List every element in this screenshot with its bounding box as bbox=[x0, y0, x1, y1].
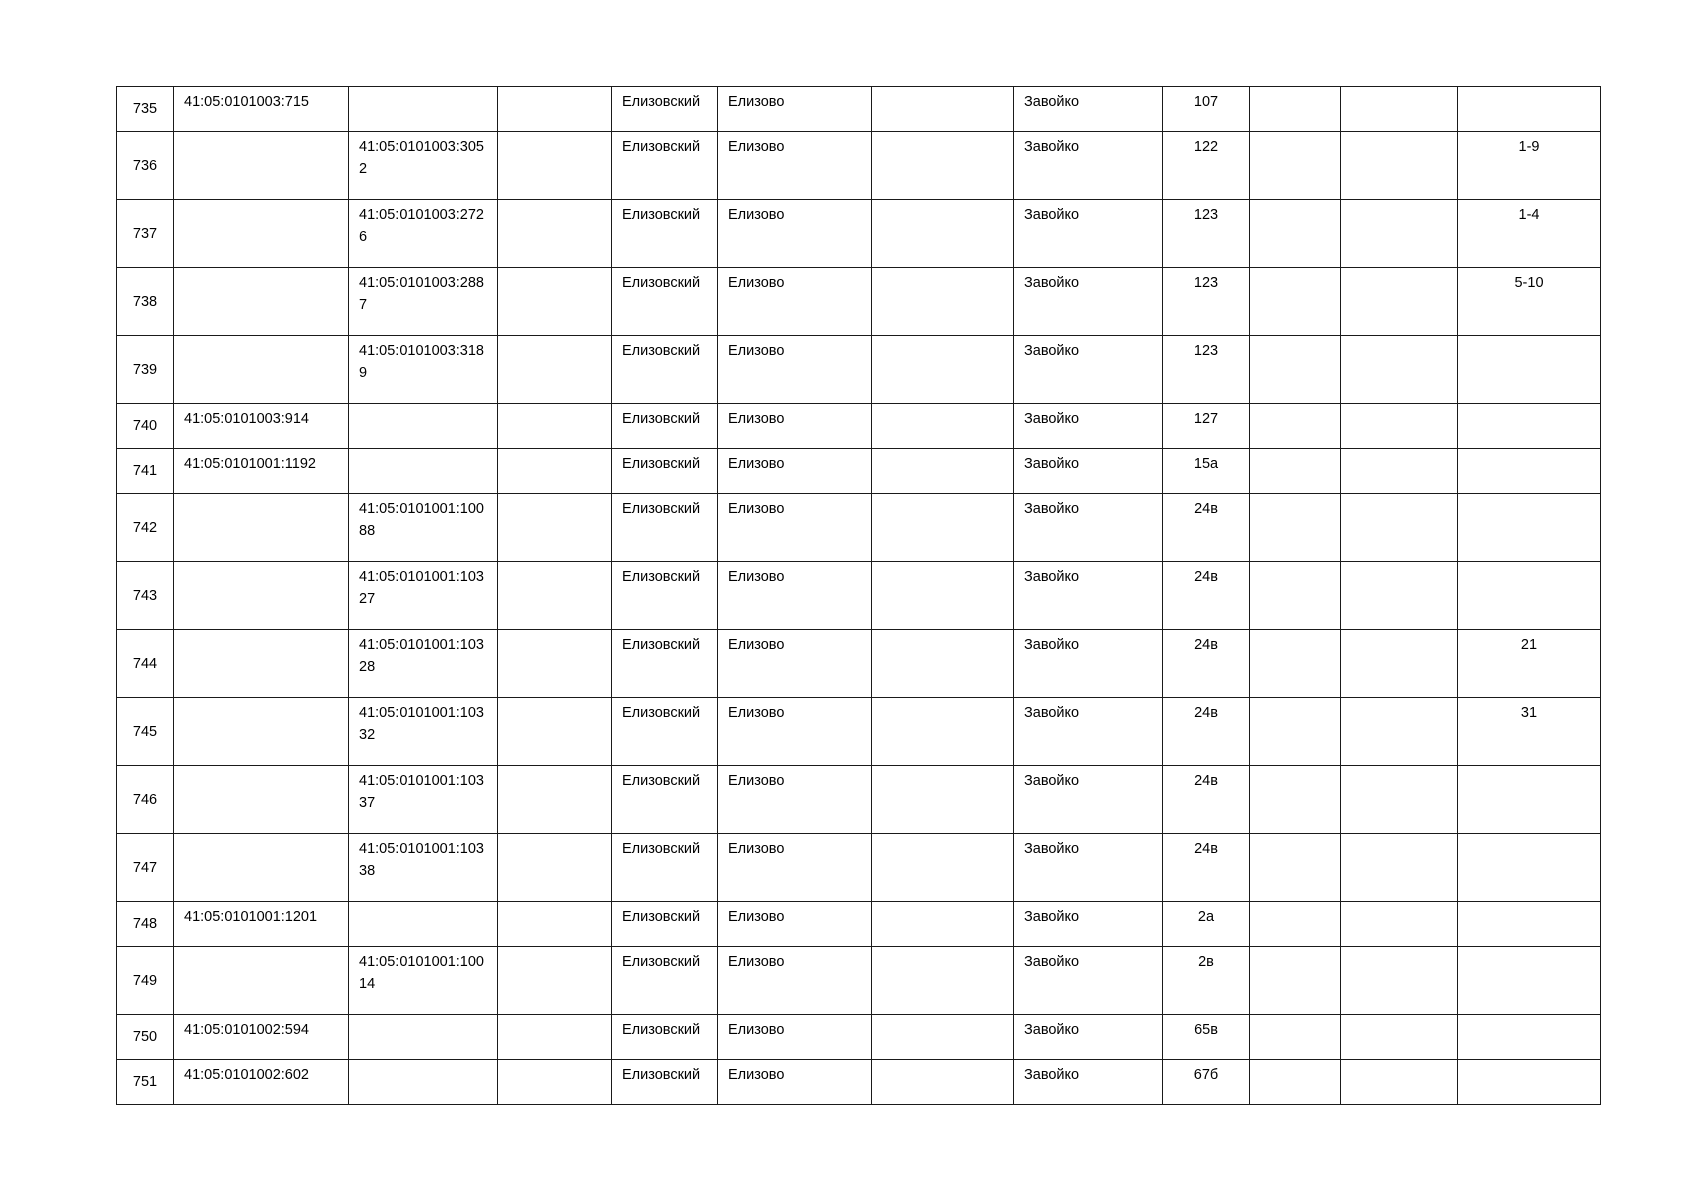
empty-cell bbox=[498, 200, 612, 268]
house-number-cell: 123 bbox=[1163, 200, 1250, 268]
street-cell: Завойко bbox=[1014, 449, 1163, 494]
empty-cell bbox=[498, 698, 612, 766]
cadastral-land-cell bbox=[174, 947, 349, 1015]
empty-cell bbox=[498, 947, 612, 1015]
empty-cell bbox=[1341, 404, 1458, 449]
house-number-cell: 127 bbox=[1163, 404, 1250, 449]
settlement-cell: Елизово bbox=[718, 947, 872, 1015]
street-cell: Завойко bbox=[1014, 404, 1163, 449]
table-row bbox=[117, 132, 1601, 200]
settlement-cell: Елизово bbox=[718, 449, 872, 494]
table-row bbox=[117, 562, 1601, 630]
row-number-cell: 748 bbox=[117, 902, 174, 947]
house-number-cell: 24в bbox=[1163, 494, 1250, 562]
premises-cell: 5-10 bbox=[1458, 268, 1601, 336]
row-number-cell: 740 bbox=[117, 404, 174, 449]
row-number-cell: 742 bbox=[117, 494, 174, 562]
premises-cell bbox=[1458, 947, 1601, 1015]
district-cell: Елизовский bbox=[612, 562, 718, 630]
district-cell: Елизовский bbox=[612, 404, 718, 449]
cadastral-land-cell bbox=[174, 834, 349, 902]
settlement-cell: Елизово bbox=[718, 87, 872, 132]
empty-cell bbox=[872, 1015, 1014, 1060]
premises-cell bbox=[1458, 336, 1601, 404]
cadastral-building-cell: 41:05:0101003:2726 bbox=[349, 200, 498, 268]
street-cell: Завойко bbox=[1014, 200, 1163, 268]
cadastral-building-cell: 41:05:0101001:10328 bbox=[349, 630, 498, 698]
cadastral-land-cell bbox=[174, 698, 349, 766]
table-row bbox=[117, 698, 1601, 766]
empty-cell bbox=[1250, 698, 1341, 766]
settlement-cell: Елизово bbox=[718, 630, 872, 698]
empty-cell bbox=[1250, 404, 1341, 449]
settlement-cell: Елизово bbox=[718, 902, 872, 947]
empty-cell bbox=[498, 268, 612, 336]
house-number-cell: 2а bbox=[1163, 902, 1250, 947]
cadastral-building-cell bbox=[349, 449, 498, 494]
row-number-cell: 741 bbox=[117, 449, 174, 494]
cadastral-land-cell bbox=[174, 132, 349, 200]
table-row bbox=[117, 630, 1601, 698]
table-row bbox=[117, 834, 1601, 902]
premises-cell: 1-9 bbox=[1458, 132, 1601, 200]
empty-cell bbox=[1341, 449, 1458, 494]
empty-cell bbox=[1250, 200, 1341, 268]
premises-cell bbox=[1458, 87, 1601, 132]
cadastral-building-cell: 41:05:0101001:10088 bbox=[349, 494, 498, 562]
empty-cell bbox=[872, 336, 1014, 404]
house-number-cell: 107 bbox=[1163, 87, 1250, 132]
district-cell: Елизовский bbox=[612, 834, 718, 902]
table-body bbox=[117, 87, 1601, 1105]
table-row bbox=[117, 336, 1601, 404]
cadastral-building-cell: 41:05:0101001:10338 bbox=[349, 834, 498, 902]
table-row bbox=[117, 87, 1601, 132]
empty-cell bbox=[1341, 336, 1458, 404]
premises-cell bbox=[1458, 1060, 1601, 1105]
district-cell: Елизовский bbox=[612, 766, 718, 834]
empty-cell bbox=[1250, 336, 1341, 404]
empty-cell bbox=[1250, 268, 1341, 336]
settlement-cell: Елизово bbox=[718, 1060, 872, 1105]
empty-cell bbox=[498, 132, 612, 200]
premises-cell: 1-4 bbox=[1458, 200, 1601, 268]
district-cell: Елизовский bbox=[612, 336, 718, 404]
empty-cell bbox=[1341, 766, 1458, 834]
cadastral-building-cell bbox=[349, 1015, 498, 1060]
street-cell: Завойко bbox=[1014, 132, 1163, 200]
empty-cell bbox=[1341, 630, 1458, 698]
empty-cell bbox=[872, 132, 1014, 200]
row-number-cell: 749 bbox=[117, 947, 174, 1015]
street-cell: Завойко bbox=[1014, 698, 1163, 766]
district-cell: Елизовский bbox=[612, 200, 718, 268]
empty-cell bbox=[498, 404, 612, 449]
registry-table bbox=[116, 86, 1601, 1105]
cadastral-land-cell bbox=[174, 200, 349, 268]
premises-cell bbox=[1458, 1015, 1601, 1060]
row-number-cell: 736 bbox=[117, 132, 174, 200]
empty-cell bbox=[1341, 494, 1458, 562]
empty-cell bbox=[1250, 1060, 1341, 1105]
premises-cell bbox=[1458, 562, 1601, 630]
cadastral-land-cell bbox=[174, 268, 349, 336]
empty-cell bbox=[872, 87, 1014, 132]
cadastral-building-cell: 41:05:0101003:3052 bbox=[349, 132, 498, 200]
empty-cell bbox=[498, 336, 612, 404]
street-cell: Завойко bbox=[1014, 834, 1163, 902]
empty-cell bbox=[872, 494, 1014, 562]
house-number-cell: 123 bbox=[1163, 268, 1250, 336]
empty-cell bbox=[498, 902, 612, 947]
cadastral-building-cell: 41:05:0101003:2887 bbox=[349, 268, 498, 336]
empty-cell bbox=[498, 766, 612, 834]
empty-cell bbox=[872, 562, 1014, 630]
empty-cell bbox=[498, 834, 612, 902]
premises-cell bbox=[1458, 902, 1601, 947]
empty-cell bbox=[1250, 87, 1341, 132]
cadastral-building-cell: 41:05:0101001:10332 bbox=[349, 698, 498, 766]
empty-cell bbox=[498, 494, 612, 562]
district-cell: Елизовский bbox=[612, 902, 718, 947]
empty-cell bbox=[872, 698, 1014, 766]
house-number-cell: 67б bbox=[1163, 1060, 1250, 1105]
premises-cell: 21 bbox=[1458, 630, 1601, 698]
table-row bbox=[117, 902, 1601, 947]
house-number-cell: 15а bbox=[1163, 449, 1250, 494]
empty-cell bbox=[1250, 1015, 1341, 1060]
row-number-cell: 739 bbox=[117, 336, 174, 404]
empty-cell bbox=[872, 449, 1014, 494]
cadastral-land-cell: 41:05:0101003:715 bbox=[174, 87, 349, 132]
premises-cell bbox=[1458, 766, 1601, 834]
empty-cell bbox=[1341, 1060, 1458, 1105]
district-cell: Елизовский bbox=[612, 449, 718, 494]
district-cell: Елизовский bbox=[612, 268, 718, 336]
empty-cell bbox=[498, 449, 612, 494]
empty-cell bbox=[872, 200, 1014, 268]
empty-cell bbox=[1341, 902, 1458, 947]
row-number-cell: 738 bbox=[117, 268, 174, 336]
district-cell: Елизовский bbox=[612, 1015, 718, 1060]
empty-cell bbox=[1341, 562, 1458, 630]
district-cell: Елизовский bbox=[612, 1060, 718, 1105]
district-cell: Елизовский bbox=[612, 947, 718, 1015]
cadastral-building-cell: 41:05:0101001:10014 bbox=[349, 947, 498, 1015]
cadastral-building-cell bbox=[349, 902, 498, 947]
premises-cell: 31 bbox=[1458, 698, 1601, 766]
settlement-cell: Елизово bbox=[718, 766, 872, 834]
settlement-cell: Елизово bbox=[718, 336, 872, 404]
empty-cell bbox=[1341, 947, 1458, 1015]
empty-cell bbox=[498, 1015, 612, 1060]
street-cell: Завойко bbox=[1014, 630, 1163, 698]
table-row bbox=[117, 404, 1601, 449]
table-row bbox=[117, 766, 1601, 834]
settlement-cell: Елизово bbox=[718, 200, 872, 268]
house-number-cell: 123 bbox=[1163, 336, 1250, 404]
table-row bbox=[117, 494, 1601, 562]
empty-cell bbox=[1250, 834, 1341, 902]
premises-cell bbox=[1458, 494, 1601, 562]
street-cell: Завойко bbox=[1014, 336, 1163, 404]
empty-cell bbox=[1250, 902, 1341, 947]
empty-cell bbox=[498, 1060, 612, 1105]
district-cell: Елизовский bbox=[612, 132, 718, 200]
row-number-cell: 750 bbox=[117, 1015, 174, 1060]
table-row bbox=[117, 947, 1601, 1015]
street-cell: Завойко bbox=[1014, 766, 1163, 834]
house-number-cell: 65в bbox=[1163, 1015, 1250, 1060]
house-number-cell: 24в bbox=[1163, 562, 1250, 630]
house-number-cell: 24в bbox=[1163, 834, 1250, 902]
row-number-cell: 746 bbox=[117, 766, 174, 834]
empty-cell bbox=[1250, 132, 1341, 200]
settlement-cell: Елизово bbox=[718, 132, 872, 200]
settlement-cell: Елизово bbox=[718, 834, 872, 902]
cadastral-land-cell: 41:05:0101003:914 bbox=[174, 404, 349, 449]
empty-cell bbox=[1250, 630, 1341, 698]
empty-cell bbox=[1341, 1015, 1458, 1060]
street-cell: Завойко bbox=[1014, 902, 1163, 947]
cadastral-land-cell bbox=[174, 562, 349, 630]
table-row bbox=[117, 268, 1601, 336]
empty-cell bbox=[872, 766, 1014, 834]
premises-cell bbox=[1458, 404, 1601, 449]
empty-cell bbox=[1250, 947, 1341, 1015]
district-cell: Елизовский bbox=[612, 698, 718, 766]
empty-cell bbox=[872, 630, 1014, 698]
empty-cell bbox=[1341, 87, 1458, 132]
row-number-cell: 744 bbox=[117, 630, 174, 698]
street-cell: Завойко bbox=[1014, 494, 1163, 562]
cadastral-land-cell bbox=[174, 494, 349, 562]
empty-cell bbox=[1341, 132, 1458, 200]
settlement-cell: Елизово bbox=[718, 494, 872, 562]
district-cell: Елизовский bbox=[612, 630, 718, 698]
row-number-cell: 745 bbox=[117, 698, 174, 766]
house-number-cell: 24в bbox=[1163, 698, 1250, 766]
table-row bbox=[117, 200, 1601, 268]
empty-cell bbox=[498, 562, 612, 630]
cadastral-land-cell: 41:05:0101002:602 bbox=[174, 1060, 349, 1105]
settlement-cell: Елизово bbox=[718, 562, 872, 630]
row-number-cell: 747 bbox=[117, 834, 174, 902]
street-cell: Завойко bbox=[1014, 562, 1163, 630]
cadastral-building-cell: 41:05:0101001:10337 bbox=[349, 766, 498, 834]
empty-cell bbox=[1250, 766, 1341, 834]
street-cell: Завойко bbox=[1014, 87, 1163, 132]
cadastral-building-cell: 41:05:0101003:3189 bbox=[349, 336, 498, 404]
empty-cell bbox=[872, 1060, 1014, 1105]
settlement-cell: Елизово bbox=[718, 1015, 872, 1060]
empty-cell bbox=[1250, 494, 1341, 562]
cadastral-land-cell bbox=[174, 336, 349, 404]
settlement-cell: Елизово bbox=[718, 268, 872, 336]
premises-cell bbox=[1458, 449, 1601, 494]
district-cell: Елизовский bbox=[612, 87, 718, 132]
cadastral-land-cell: 41:05:0101001:1192 bbox=[174, 449, 349, 494]
street-cell: Завойко bbox=[1014, 947, 1163, 1015]
settlement-cell: Елизово bbox=[718, 404, 872, 449]
empty-cell bbox=[1250, 562, 1341, 630]
empty-cell bbox=[1341, 834, 1458, 902]
settlement-cell: Елизово bbox=[718, 698, 872, 766]
empty-cell bbox=[1250, 449, 1341, 494]
premises-cell bbox=[1458, 834, 1601, 902]
cadastral-building-cell bbox=[349, 404, 498, 449]
cadastral-land-cell: 41:05:0101001:1201 bbox=[174, 902, 349, 947]
district-cell: Елизовский bbox=[612, 494, 718, 562]
house-number-cell: 2в bbox=[1163, 947, 1250, 1015]
row-number-cell: 751 bbox=[117, 1060, 174, 1105]
empty-cell bbox=[872, 834, 1014, 902]
cadastral-land-cell: 41:05:0101002:594 bbox=[174, 1015, 349, 1060]
empty-cell bbox=[872, 902, 1014, 947]
empty-cell bbox=[498, 87, 612, 132]
cadastral-building-cell bbox=[349, 1060, 498, 1105]
empty-cell bbox=[872, 947, 1014, 1015]
cadastral-building-cell bbox=[349, 87, 498, 132]
house-number-cell: 122 bbox=[1163, 132, 1250, 200]
house-number-cell: 24в bbox=[1163, 766, 1250, 834]
empty-cell bbox=[1341, 200, 1458, 268]
street-cell: Завойко bbox=[1014, 1015, 1163, 1060]
table-row bbox=[117, 1015, 1601, 1060]
table-row bbox=[117, 1060, 1601, 1105]
street-cell: Завойко bbox=[1014, 1060, 1163, 1105]
cadastral-land-cell bbox=[174, 766, 349, 834]
cadastral-land-cell bbox=[174, 630, 349, 698]
house-number-cell: 24в bbox=[1163, 630, 1250, 698]
row-number-cell: 737 bbox=[117, 200, 174, 268]
table-row bbox=[117, 449, 1601, 494]
empty-cell bbox=[1341, 698, 1458, 766]
cadastral-building-cell: 41:05:0101001:10327 bbox=[349, 562, 498, 630]
row-number-cell: 743 bbox=[117, 562, 174, 630]
empty-cell bbox=[498, 630, 612, 698]
street-cell: Завойко bbox=[1014, 268, 1163, 336]
empty-cell bbox=[1341, 268, 1458, 336]
empty-cell bbox=[872, 404, 1014, 449]
row-number-cell: 735 bbox=[117, 87, 174, 132]
empty-cell bbox=[872, 268, 1014, 336]
